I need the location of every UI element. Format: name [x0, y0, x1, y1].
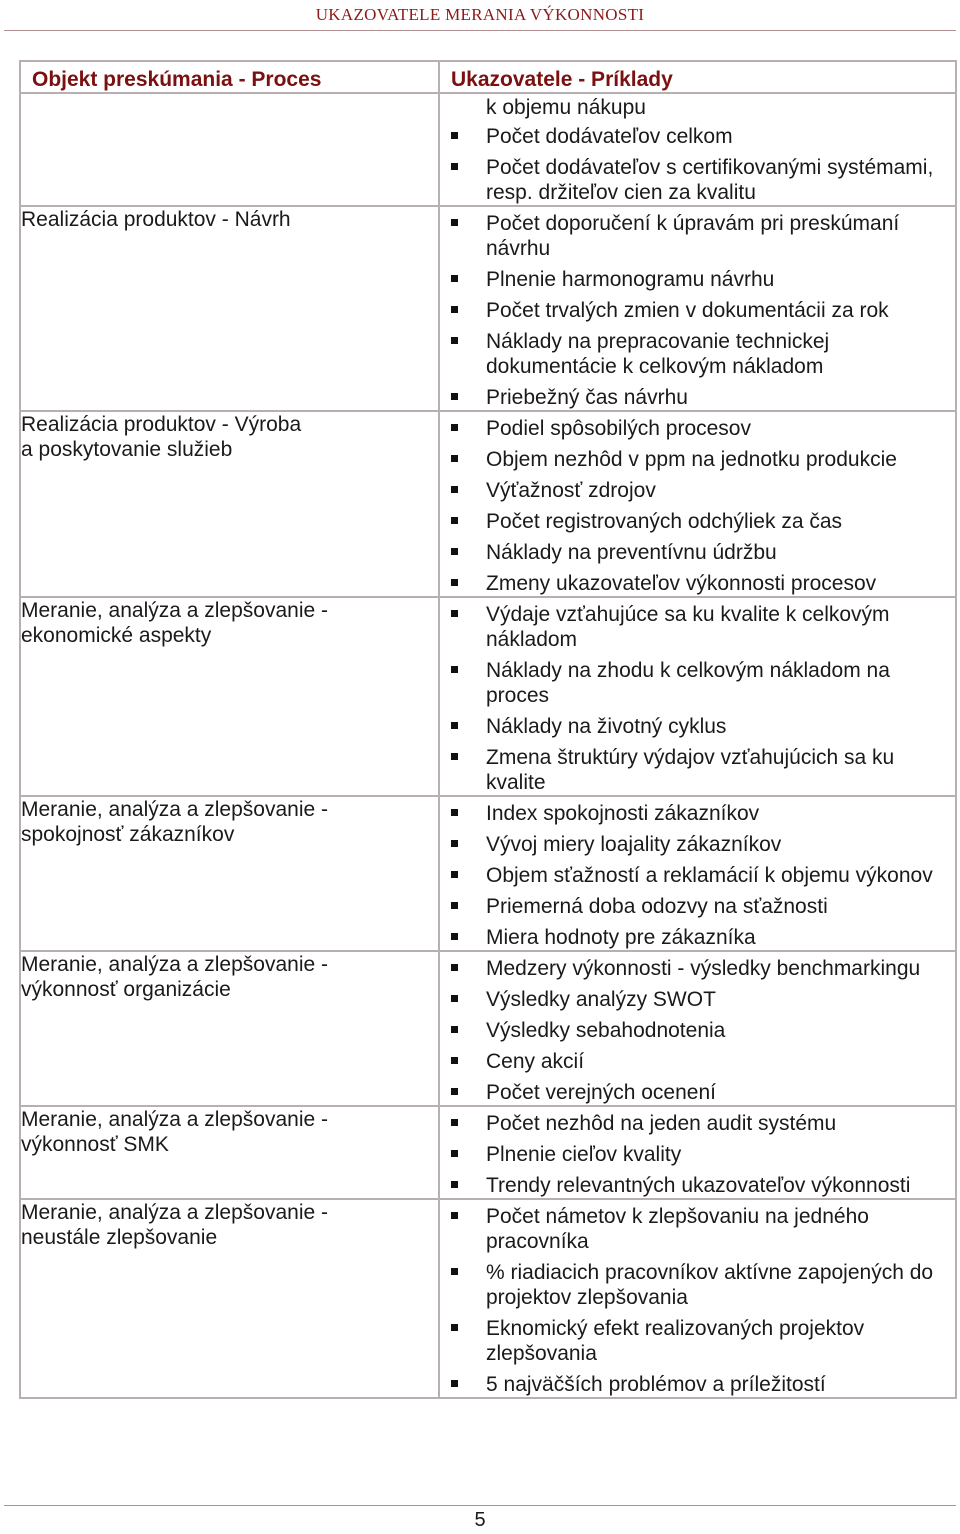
footer-divider	[4, 1505, 956, 1506]
square-bullet-icon	[451, 722, 458, 729]
indicator-list	[440, 124, 955, 205]
indicator-item	[440, 267, 955, 292]
indicator-list	[440, 801, 955, 950]
indicator-text: Plnenie cieľov kvality	[486, 1143, 682, 1166]
table-body	[20, 93, 956, 1398]
square-bullet-icon	[451, 337, 458, 344]
indicator-item	[440, 478, 955, 503]
indicator-item	[440, 1260, 955, 1310]
indicator-text: Vývoj miery loajality zákazníkov	[486, 833, 782, 856]
square-bullet-icon	[451, 132, 458, 139]
process-object-cell: Meranie, analýza a zlepšovanie - výkonnosť SMK	[20, 1106, 439, 1199]
indicator-text: Index spokojnosti zákazníkov	[486, 802, 760, 825]
indicators-cell	[439, 1199, 956, 1398]
indicator-text: Zmeny ukazovateľov výkonnosti procesov	[486, 572, 877, 595]
indicator-item	[440, 1111, 955, 1136]
square-bullet-icon	[451, 1057, 458, 1064]
indicator-text: Počet dodávateľov celkom	[486, 125, 733, 148]
indicator-text: Medzery výkonnosti - výsledky benchmarkingu	[486, 957, 921, 980]
indicator-text: Výsledky analýzy SWOT	[486, 988, 716, 1011]
indicators-cell	[439, 93, 956, 206]
indicator-text: Eknomický efekt realizovaných projektov zlepšovania	[486, 1317, 865, 1365]
square-bullet-icon	[451, 393, 458, 400]
indicator-item	[440, 1372, 955, 1397]
column-header-indicators: Ukazovatele - Príklady	[439, 61, 956, 93]
indicator-item	[440, 571, 955, 596]
indicator-item	[440, 801, 955, 826]
table-row	[20, 796, 956, 951]
indicator-item	[440, 298, 955, 323]
indicator-item	[440, 1316, 955, 1366]
square-bullet-icon	[451, 1212, 458, 1219]
table-row	[20, 951, 956, 1106]
square-bullet-icon	[451, 1119, 458, 1126]
process-object-cell: Meranie, analýza a zlepšovanie - výkonnosť organizácie	[20, 951, 439, 1106]
table-row	[20, 1106, 956, 1199]
indicator-text: Ceny akcií	[486, 1050, 585, 1073]
indicator-item	[440, 1173, 955, 1198]
square-bullet-icon	[451, 1088, 458, 1095]
table-row	[20, 411, 956, 597]
indicator-item	[440, 1142, 955, 1167]
table-row	[20, 93, 956, 206]
indicator-list	[440, 1204, 955, 1397]
indicator-text: 5 najväčších problémov a príležitostí	[486, 1373, 826, 1396]
square-bullet-icon	[451, 486, 458, 493]
square-bullet-icon	[451, 902, 458, 909]
indicators-cell	[439, 951, 956, 1106]
table-row	[20, 1199, 956, 1398]
indicator-item	[440, 540, 955, 565]
indicator-item	[440, 1204, 955, 1254]
page-number: 5	[474, 1509, 486, 1531]
indicator-item	[440, 211, 955, 261]
indicator-item	[440, 416, 955, 441]
indicator-list	[440, 211, 955, 410]
indicator-item	[440, 1018, 955, 1043]
indicator-item	[440, 987, 955, 1012]
square-bullet-icon	[451, 753, 458, 760]
indicator-text: Počet námetov k zlepšovaniu na jedného pracovníka	[486, 1205, 869, 1253]
indicator-text: % riadiacich pracovníkov aktívne zapojených do projektov zlepšovania	[486, 1261, 934, 1309]
indicator-list	[440, 416, 955, 596]
indicator-item	[440, 447, 955, 472]
square-bullet-icon	[451, 275, 458, 282]
square-bullet-icon	[451, 306, 458, 313]
square-bullet-icon	[451, 219, 458, 226]
square-bullet-icon	[451, 579, 458, 586]
indicator-item	[440, 155, 955, 205]
indicator-text: Podiel spôsobilých procesov	[486, 417, 751, 440]
square-bullet-icon	[451, 1380, 458, 1387]
indicator-item	[440, 1080, 955, 1105]
indicators-cell	[439, 206, 956, 411]
square-bullet-icon	[451, 995, 458, 1002]
indicator-item	[440, 956, 955, 981]
indicator-text: Plnenie harmonogramu návrhu	[486, 268, 775, 291]
indicators-table	[19, 60, 957, 1399]
indicator-item	[440, 832, 955, 857]
indicators-cell	[439, 597, 956, 796]
square-bullet-icon	[451, 1026, 458, 1033]
square-bullet-icon	[451, 548, 458, 555]
square-bullet-icon	[451, 517, 458, 524]
square-bullet-icon	[451, 455, 458, 462]
indicator-text: Objem nezhôd v ppm na jednotku produkcie	[486, 448, 897, 471]
indicator-item	[440, 124, 955, 149]
square-bullet-icon	[451, 809, 458, 816]
indicators-cell	[439, 1106, 956, 1199]
indicator-item	[440, 602, 955, 652]
indicator-text: Počet registrovaných odchýliek za čas	[486, 510, 843, 533]
indicator-text: Počet dodávateľov s certifikovanými systémami, resp. držiteľov cien za kvalitu	[486, 156, 934, 204]
square-bullet-icon	[451, 933, 458, 940]
indicator-text: Objem sťažností a reklamácií k objemu výkonov	[486, 864, 933, 887]
indicator-text: Výťažnosť zdrojov	[486, 479, 656, 502]
square-bullet-icon	[451, 424, 458, 431]
indicator-list	[440, 1111, 955, 1198]
indicator-item	[440, 329, 955, 379]
indicator-text: Miera hodnoty pre zákazníka	[486, 926, 756, 949]
indicator-text: Počet nezhôd na jeden audit systému	[486, 1112, 837, 1135]
process-object-cell: Realizácia produktov - Návrh	[20, 206, 439, 411]
indicator-text: Zmena štruktúry výdajov vzťahujúcich sa ku kvalite	[486, 746, 895, 794]
indicator-item	[440, 509, 955, 534]
square-bullet-icon	[451, 1268, 458, 1275]
indicator-item	[440, 658, 955, 708]
square-bullet-icon	[451, 1181, 458, 1188]
process-object-cell	[20, 93, 439, 206]
indicator-text: Náklady na životný cyklus	[486, 715, 727, 738]
table-header-row	[20, 61, 956, 93]
indicator-text: Náklady na zhodu k celkovým nákladom na proces	[486, 659, 890, 707]
table-row	[20, 597, 956, 796]
process-object-cell: Realizácia produktov - Výroba a poskytovanie služieb	[20, 411, 439, 597]
indicator-item	[440, 1049, 955, 1074]
process-object-cell: Meranie, analýza a zlepšovanie - neustále zlepšovanie	[20, 1199, 439, 1398]
indicator-item	[440, 894, 955, 919]
indicator-text: Výsledky sebahodnotenia	[486, 1019, 726, 1042]
indicator-text: Počet trvalých zmien v dokumentácii za rok	[486, 299, 889, 322]
square-bullet-icon	[451, 964, 458, 971]
table-row	[20, 206, 956, 411]
process-object-cell: Meranie, analýza a zlepšovanie - ekonomické aspekty	[20, 597, 439, 796]
indicator-text: Náklady na preventívnu údržbu	[486, 541, 777, 564]
square-bullet-icon	[451, 840, 458, 847]
indicators-cell	[439, 411, 956, 597]
indicator-list	[440, 956, 955, 1105]
indicator-text: Počet verejných ocenení	[486, 1081, 716, 1104]
square-bullet-icon	[451, 1150, 458, 1157]
indicators-cell	[439, 796, 956, 951]
square-bullet-icon	[451, 871, 458, 878]
indicator-list	[440, 602, 955, 795]
indicator-item	[440, 745, 955, 795]
header-divider	[4, 30, 956, 31]
indicator-text: Trendy relevantných ukazovateľov výkonnosti	[486, 1174, 911, 1197]
square-bullet-icon	[451, 666, 458, 673]
indicator-text: Výdaje vzťahujúce sa ku kvalite k celkovým nákladom	[486, 603, 890, 651]
square-bullet-icon	[451, 1324, 458, 1331]
column-header-object: Objekt preskúmania - Proces	[20, 61, 439, 93]
running-header: UKAZOVATELE MERANIA VÝKONNOSTI	[315, 5, 645, 24]
indicator-continuation: k objemu nákupu	[486, 96, 646, 119]
square-bullet-icon	[451, 163, 458, 170]
indicator-text: Priemerná doba odozvy na sťažnosti	[486, 895, 828, 918]
square-bullet-icon	[451, 610, 458, 617]
indicator-text: Počet doporučení k úpravám pri preskúmaní návrhu	[486, 212, 900, 260]
indicator-item	[440, 863, 955, 888]
indicator-text: Priebežný čas návrhu	[486, 386, 688, 409]
indicator-item	[440, 925, 955, 950]
indicator-item	[440, 385, 955, 410]
indicator-text: Náklady na prepracovanie technickej dokumentácie k celkovým nákladom	[486, 330, 830, 378]
indicator-item	[440, 714, 955, 739]
process-object-cell: Meranie, analýza a zlepšovanie - spokojnosť zákazníkov	[20, 796, 439, 951]
